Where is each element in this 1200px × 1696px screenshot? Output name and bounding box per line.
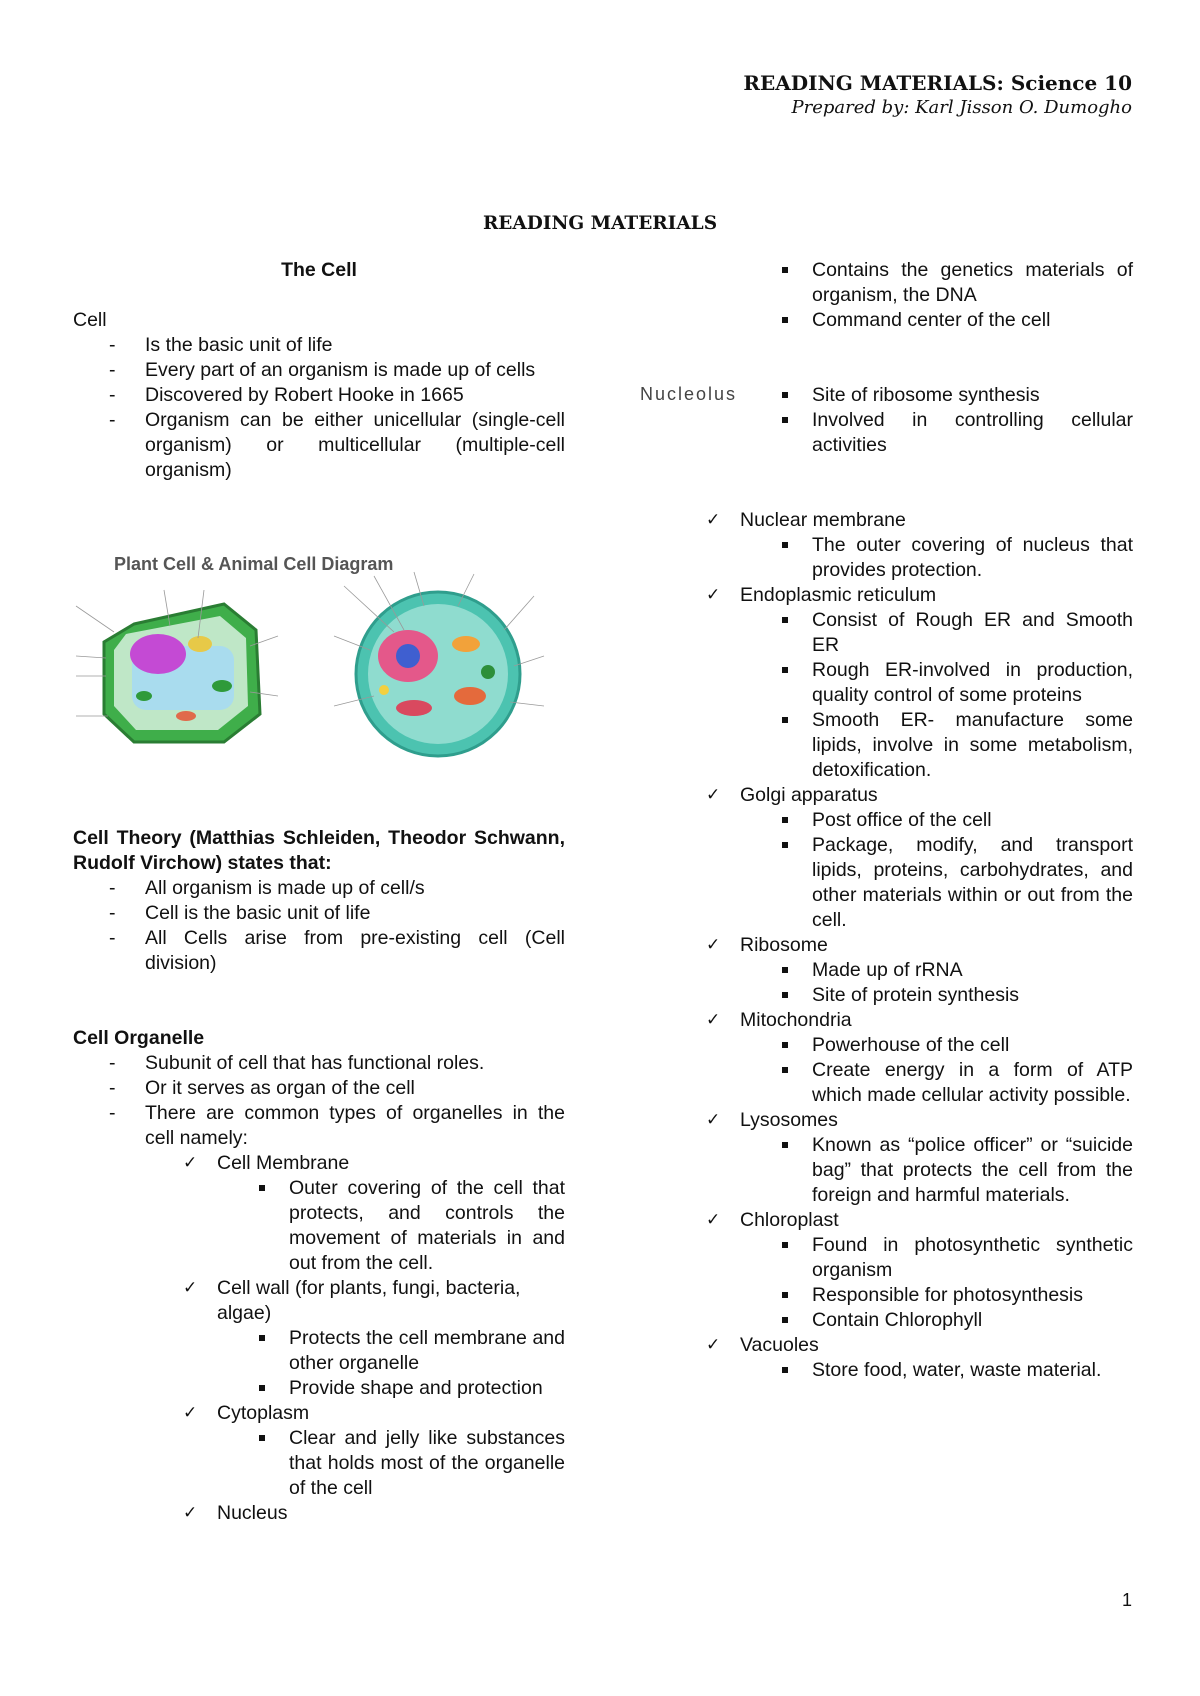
organelle-name: Vacuoles	[740, 1334, 819, 1356]
page-number: 1	[1121, 1590, 1132, 1610]
organelle-list-left	[145, 1151, 565, 1526]
list-item: - Discovered by Robert Hooke in 1665	[73, 383, 565, 408]
list-item: Store food, water, waste material.	[740, 1358, 1133, 1383]
cell-theory-points	[73, 876, 565, 976]
list-item	[668, 1108, 1133, 1208]
organelle-name: Lysosomes	[740, 1109, 838, 1131]
cell-points	[73, 333, 565, 483]
header-title: READING MATERIALS: Science 10	[743, 71, 1132, 95]
list-item: Contains the genetics materials of organism, the DNA	[740, 258, 1133, 308]
nucleus-details	[740, 258, 1133, 333]
organelle-name: Ribosome	[740, 934, 828, 956]
list-item: Package, modify, and transport lipids, proteins, carbohydrates, and other materials within or out from the cell.	[740, 833, 1133, 933]
list-item	[668, 1333, 1133, 1383]
cell-term: Cell	[73, 309, 107, 331]
list-item: Made up of rRNA	[740, 958, 1133, 983]
organelle-name: Cytoplasm	[217, 1402, 310, 1424]
nucleolus-details	[740, 383, 1133, 458]
list-item	[145, 1151, 565, 1276]
list-item: Consist of Rough ER and Smooth ER	[740, 608, 1133, 658]
list-item	[668, 1008, 1133, 1108]
list-item: Create energy in a form of ATP which made cellular activity possible.	[740, 1058, 1133, 1108]
list-item: Clear and jelly like substances that holds most of the organelle of the cell	[217, 1426, 565, 1501]
list-item: Site of ribosome synthesis	[740, 383, 1133, 408]
list-item: Rough ER-involved in production, quality control of some proteins	[740, 658, 1133, 708]
document-title: READING MATERIALS	[482, 213, 718, 234]
organelle-name: Mitochondria	[740, 1009, 852, 1031]
list-item: Site of protein synthesis	[740, 983, 1133, 1008]
list-item: Provide shape and protection	[217, 1376, 565, 1401]
organelle-name: Golgi apparatus	[740, 784, 878, 806]
organelle-list-right	[668, 508, 1133, 1383]
list-item	[668, 508, 1133, 583]
list-item: - Or it serves as organ of the cell	[73, 1076, 565, 1101]
list-item: - Cell is the basic unit of life	[73, 901, 565, 926]
right-column-organelles	[740, 508, 1133, 1383]
list-item: Outer covering of the cell that protects, and controls the movement of materials in and out from the cell.	[217, 1176, 565, 1276]
list-item: Found in photosynthetic synthetic organism	[740, 1233, 1133, 1283]
organelle-heading: Cell Organelle	[73, 1027, 205, 1049]
list-item: Responsible for photosynthesis	[740, 1283, 1133, 1308]
list-item: Contain Chlorophyll	[740, 1308, 1133, 1333]
list-item: - All Cells arise from pre-existing cell (Cell division)	[73, 926, 565, 976]
organelle-name: Chloroplast	[740, 1209, 839, 1231]
organelle-name: Nucleus	[217, 1502, 288, 1524]
organelle-name: Endoplasmic reticulum	[740, 584, 937, 606]
list-item: Smooth ER- manufacture some lipids, involve in some metabolism, detoxification.	[740, 708, 1133, 783]
organelle-points	[73, 1051, 565, 1151]
list-item	[668, 583, 1133, 783]
list-item	[668, 933, 1133, 1008]
animal-cell-illustration	[356, 592, 520, 756]
section-title: The Cell	[281, 259, 357, 281]
list-item: - There are common types of organelles in the cell namely:	[73, 1101, 565, 1151]
list-item	[145, 1401, 565, 1501]
left-column	[73, 258, 565, 483]
list-item: Post office of the cell	[740, 808, 1133, 833]
list-item: Powerhouse of the cell	[740, 1033, 1133, 1058]
list-item	[145, 1276, 565, 1401]
list-item: - Is the basic unit of life	[73, 333, 565, 358]
cell-theory-heading: Cell Theory (Matthias Schleiden, Theodor Schwann, Rudolf Virchow) states that:	[73, 827, 565, 874]
right-column	[740, 258, 1133, 458]
list-item: Protects the cell membrane and other organelle	[217, 1326, 565, 1376]
list-item: Command center of the cell	[740, 308, 1133, 333]
list-item: - Subunit of cell that has functional roles.	[73, 1051, 565, 1076]
list-item	[668, 1208, 1133, 1333]
list-item: - Organism can be either unicellular (single-cell organism) or multicellular (multiple-cell organism)	[73, 408, 565, 483]
organelle-name: Cell Membrane	[217, 1152, 350, 1174]
list-item: Involved in controlling cellular activities	[740, 408, 1133, 458]
organelle-name: Nuclear membrane	[740, 509, 906, 531]
plant-cell-illustration	[104, 604, 260, 742]
organelle-name: Cell wall (for plants, fungi, bacteria, algae)	[217, 1277, 521, 1324]
list-item: - All organism is made up of cell/s	[73, 876, 565, 901]
cell-diagram-image	[74, 546, 558, 762]
list-item: Known as “police officer” or “suicide bag” that protects the cell from the foreign and harmful materials.	[740, 1133, 1133, 1208]
left-column-lower	[73, 826, 565, 1526]
header-prepared-by: Prepared by: Karl Jisson O. Dumogho	[791, 97, 1132, 118]
list-item: - Every part of an organism is made up of cells	[73, 358, 565, 383]
list-item	[145, 1501, 565, 1526]
diagram-title: Plant Cell & Animal Cell Diagram	[114, 554, 394, 574]
page-header	[743, 70, 1132, 120]
list-item: The outer covering of nucleus that provides protection.	[740, 533, 1133, 583]
nucleolus-label: Nucleolus	[640, 384, 738, 404]
list-item	[668, 783, 1133, 933]
